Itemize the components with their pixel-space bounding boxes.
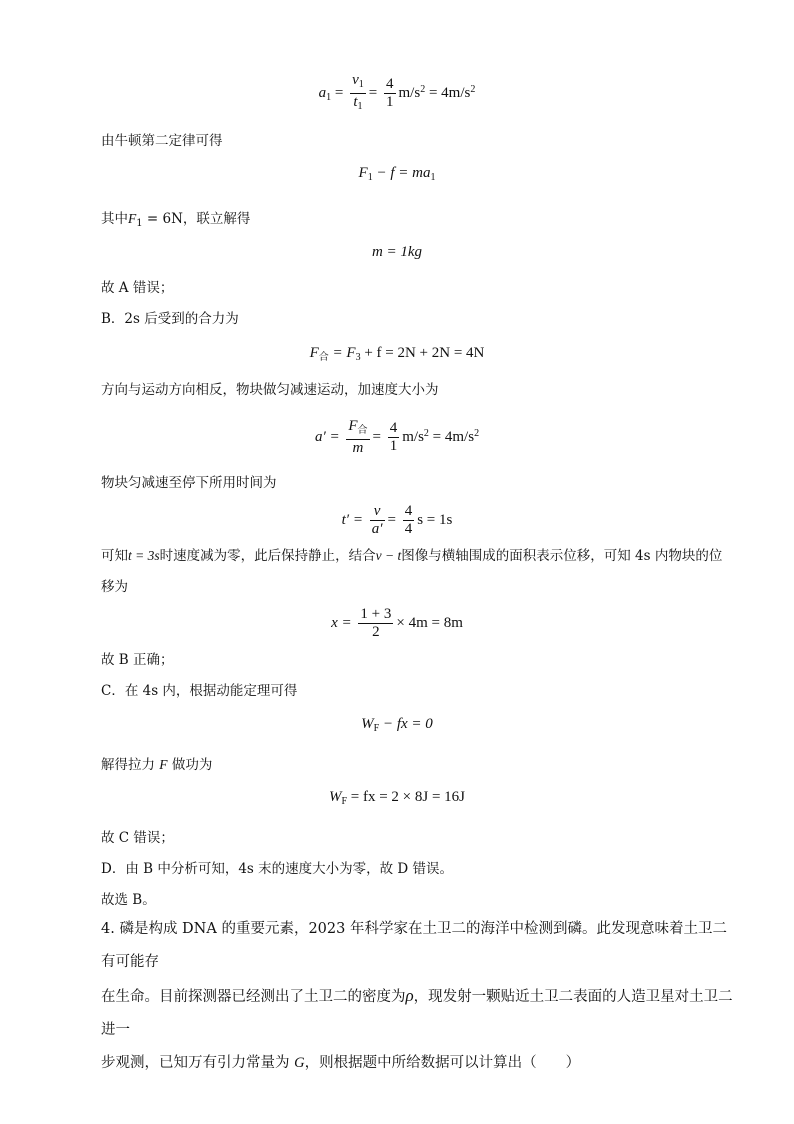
equation-deceleration: a′ = $\frac{F_合}{m}$ = $\frac{4}{1}$ $m/s^2 = 4m/s^2$ xyxy=(314,418,480,456)
text-c-wrong: 故 C 错误； xyxy=(101,830,174,846)
question-4 xyxy=(101,913,741,1080)
text-area-line-1: 可知t = 3s时速度减为零，此后保持静止，结合v − t图像与横轴围成的面积表示位移，可知 4s 内物块的位 xyxy=(101,548,723,564)
equation-net-force: $F_合 = F_3 + f = 2N + 2N = 4N$ xyxy=(309,345,485,363)
text-direction: 方向与运动方向相反，物块做匀减速运动，加速度大小为 xyxy=(101,382,439,398)
question-4-line-3: 步观测，已知万有引力常量为 G，则根据题中所给数据可以计算出（ ） xyxy=(101,1055,581,1071)
text-choice: 故选 B。 xyxy=(101,892,156,908)
text-b-intro: B．2s 后受到的合力为 xyxy=(101,311,239,327)
equation-newton: $F_1 - f = ma_1$ xyxy=(358,165,436,183)
equation-acceleration: $a_1$ = $\frac{v_1}{t_1}$ = $\frac{4}{1}$ $m/s^2 = 4m/s^2$ xyxy=(318,72,476,112)
text-work: 解得拉力 F 做功为 xyxy=(101,757,213,773)
text-area-line-2: 移为 xyxy=(101,579,128,595)
text-newton: 由牛顿第二定律可得 xyxy=(101,133,223,149)
equation-mass: m = 1kg xyxy=(371,244,423,260)
text-a-wrong: 故 A 错误； xyxy=(101,280,174,296)
text-b-correct: 故 B 正确； xyxy=(101,652,174,668)
equation-work-value: $W_F$ = fx = 2 × 8J = 16J xyxy=(328,789,466,807)
question-4-line-2: 在生命。目前探测器已经测出了土卫二的密度为ρ，现发射一颗贴近土卫二表面的人造卫星对土卫二进一 xyxy=(101,986,733,1038)
text-stop-time: 物块匀减速至停下所用时间为 xyxy=(101,475,277,491)
text-c-intro: C．在 4s 内，根据动能定理可得 xyxy=(101,683,298,699)
equation-displacement: x = $\frac{1 + 3}{2}$ × 4m = 8m xyxy=(331,606,463,640)
equation-work-energy: $W_F$ − fx = 0 xyxy=(361,716,433,734)
text-d: D．由 B 中分析可知，4s 末的速度大小为零，故 D 错误。 xyxy=(101,861,454,877)
text-given: 其中$F_1 = 6N$，联立解得 xyxy=(101,211,251,229)
question-4-line-1: 4. 磷是构成 DNA 的重要元素，2023 年科学家在土卫二的海洋中检测到磷。此发现意味着土卫二有可能存 xyxy=(101,921,727,970)
equation-stop-time: t′ = $\frac{v}{a'}$ = $\frac{4}{4}$ s = 1s xyxy=(341,503,453,537)
